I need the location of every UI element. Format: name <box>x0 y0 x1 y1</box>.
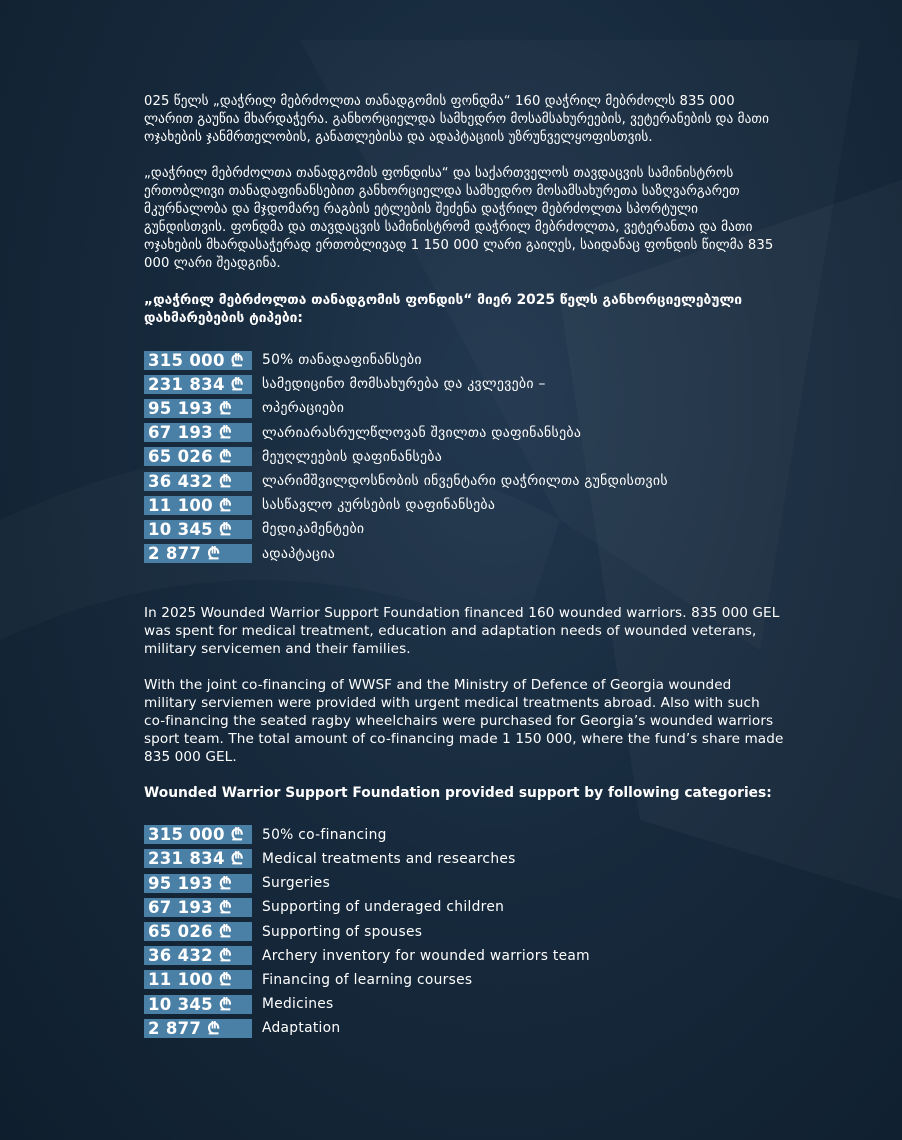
support-row <box>144 871 784 895</box>
english-support-list <box>144 823 784 1041</box>
support-row <box>144 542 784 566</box>
amount-badge: 231 834 ₾ <box>144 849 252 868</box>
amount-badge: 67 193 ₾ <box>144 423 252 442</box>
amount-badge: 315 000 ₾ <box>144 825 252 844</box>
amount-badge: 11 100 ₾ <box>144 496 252 515</box>
amount-badge: 231 834 ₾ <box>144 375 252 394</box>
georgian-cofinancing-paragraph: „დაჭრილ მებრძოლთა თანადგომის ფონდისა“ და საქართველოს თავდაცვის სამინისტროს ერთობლივი თანადაფინანსებით განხორციელდა სამხედრო მოსამსახურეთა საზღვარგარეთ მკურნალობა და მჯდომარე რაგბის ეტლების შეძენა დაჭრილ მებრძოლთა სპორტული გუნდისთვის. ფონდმა და თავდაცვის სამინისტრომ დაჭრილ მებრძოლთა, ვეტერანთა და მათი ოჯახების მხარდასაჭერად ერთობლივად 1 150 000 ლარი გაიღეს, საიდანაც ფონდის წილმა 835 000 ლარი შეადგინა. <box>144 166 774 271</box>
amount-badge: 95 193 ₾ <box>144 399 252 418</box>
support-row <box>144 847 784 871</box>
support-row <box>144 421 784 445</box>
amount-badge: 315 000 ₾ <box>144 351 252 370</box>
category-label: სასწავლო კურსების დაფინანსება <box>262 497 496 514</box>
amount-badge: 11 100 ₾ <box>144 970 252 989</box>
category-label: ადაპტაცია <box>262 545 336 562</box>
category-label: Adaptation <box>262 1020 341 1037</box>
amount-badge: 36 432 ₾ <box>144 472 252 491</box>
georgian-intro-paragraph: 025 წელს „დაჭრილ მებრძოლთა თანადგომის ფონდმა“ 160 დაჭრილ მებრძოლს 835 000 ლარით გაუწია მხარდაჭერა. განხორციელდა სამხედრო მოსამსახურეების, ვეტერანების და მათი ოჯახების ჯანმრთელობის, განათლებისა და ადაპტაციის უზრუნველყოფისთვის. <box>144 94 770 145</box>
category-label: Surgeries <box>262 875 331 892</box>
amount-badge: 95 193 ₾ <box>144 874 252 893</box>
support-row <box>144 823 784 847</box>
amount-badge: 65 026 ₾ <box>144 447 252 466</box>
category-label: 50% თანადაფინანსები <box>262 352 422 369</box>
support-row <box>144 493 784 517</box>
category-label: Medical treatments and researches <box>262 850 516 867</box>
support-row <box>144 992 784 1016</box>
category-label: ლარიმშვილდოსნობის ინვენტარი დაჭრილთა გუნდისთვის <box>262 473 668 490</box>
category-label: ოპერაციები <box>262 400 345 417</box>
english-cofinancing-paragraph: With the joint co-financing of WWSF and the Ministry of Defence of Georgia wounded military serviemen were provided with urgent medical treatments abroad. Also with such co-financing the seated ragby wheelchairs were purchased for Georgia’s wounded warriors sport team. The total amount of co-financing made 1 150 000, where the fund’s share made 835 000 GEL. <box>144 676 784 765</box>
category-label: Supporting of spouses <box>262 923 423 940</box>
amount-badge: 36 432 ₾ <box>144 946 252 965</box>
english-intro-paragraph: In 2025 Wounded Warrior Support Foundation financed 160 wounded warriors. 835 000 GEL was spent for medical treatment, education and adaptation needs of wounded veterans, military servicemen and their families. <box>144 604 780 657</box>
amount-badge: 65 026 ₾ <box>144 922 252 941</box>
category-label: 50% co-financing <box>262 826 387 843</box>
support-row <box>144 396 784 420</box>
amount-badge: 2 877 ₾ <box>144 544 252 563</box>
support-row <box>144 469 784 493</box>
category-label: ლარიარასრულწლოვან შვილთა დაფინანსება <box>262 424 582 441</box>
category-label: სამედიცინო მომსახურება და კვლევები – <box>262 376 546 393</box>
support-row <box>144 1016 784 1040</box>
category-label: Medicines <box>262 996 334 1013</box>
category-label: Supporting of underaged children <box>262 899 505 916</box>
category-label: მეუღლეების დაფინანსება <box>262 448 443 465</box>
support-row <box>144 968 784 992</box>
amount-badge: 2 877 ₾ <box>144 1019 252 1038</box>
support-row <box>144 895 784 919</box>
category-label: Archery inventory for wounded warriors team <box>262 947 590 964</box>
georgian-categories-heading: „დაჭრილ მებრძოლთა თანადგომის ფონდის“ მიერ 2025 წელს განხორციელებული დახმარებების ტიპები: <box>144 292 743 326</box>
amount-badge: 10 345 ₾ <box>144 520 252 539</box>
support-row <box>144 919 784 943</box>
document-content <box>144 93 784 1040</box>
support-row <box>144 944 784 968</box>
support-row <box>144 372 784 396</box>
support-row <box>144 348 784 372</box>
english-categories-heading: Wounded Warrior Support Foundation provided support by following categories: <box>144 784 772 801</box>
georgian-support-list <box>144 348 784 566</box>
support-row <box>144 445 784 469</box>
support-row <box>144 517 784 541</box>
category-label: მედიკამენტები <box>262 521 365 538</box>
amount-badge: 67 193 ₾ <box>144 898 252 917</box>
category-label: Financing of learning courses <box>262 971 473 988</box>
amount-badge: 10 345 ₾ <box>144 995 252 1014</box>
